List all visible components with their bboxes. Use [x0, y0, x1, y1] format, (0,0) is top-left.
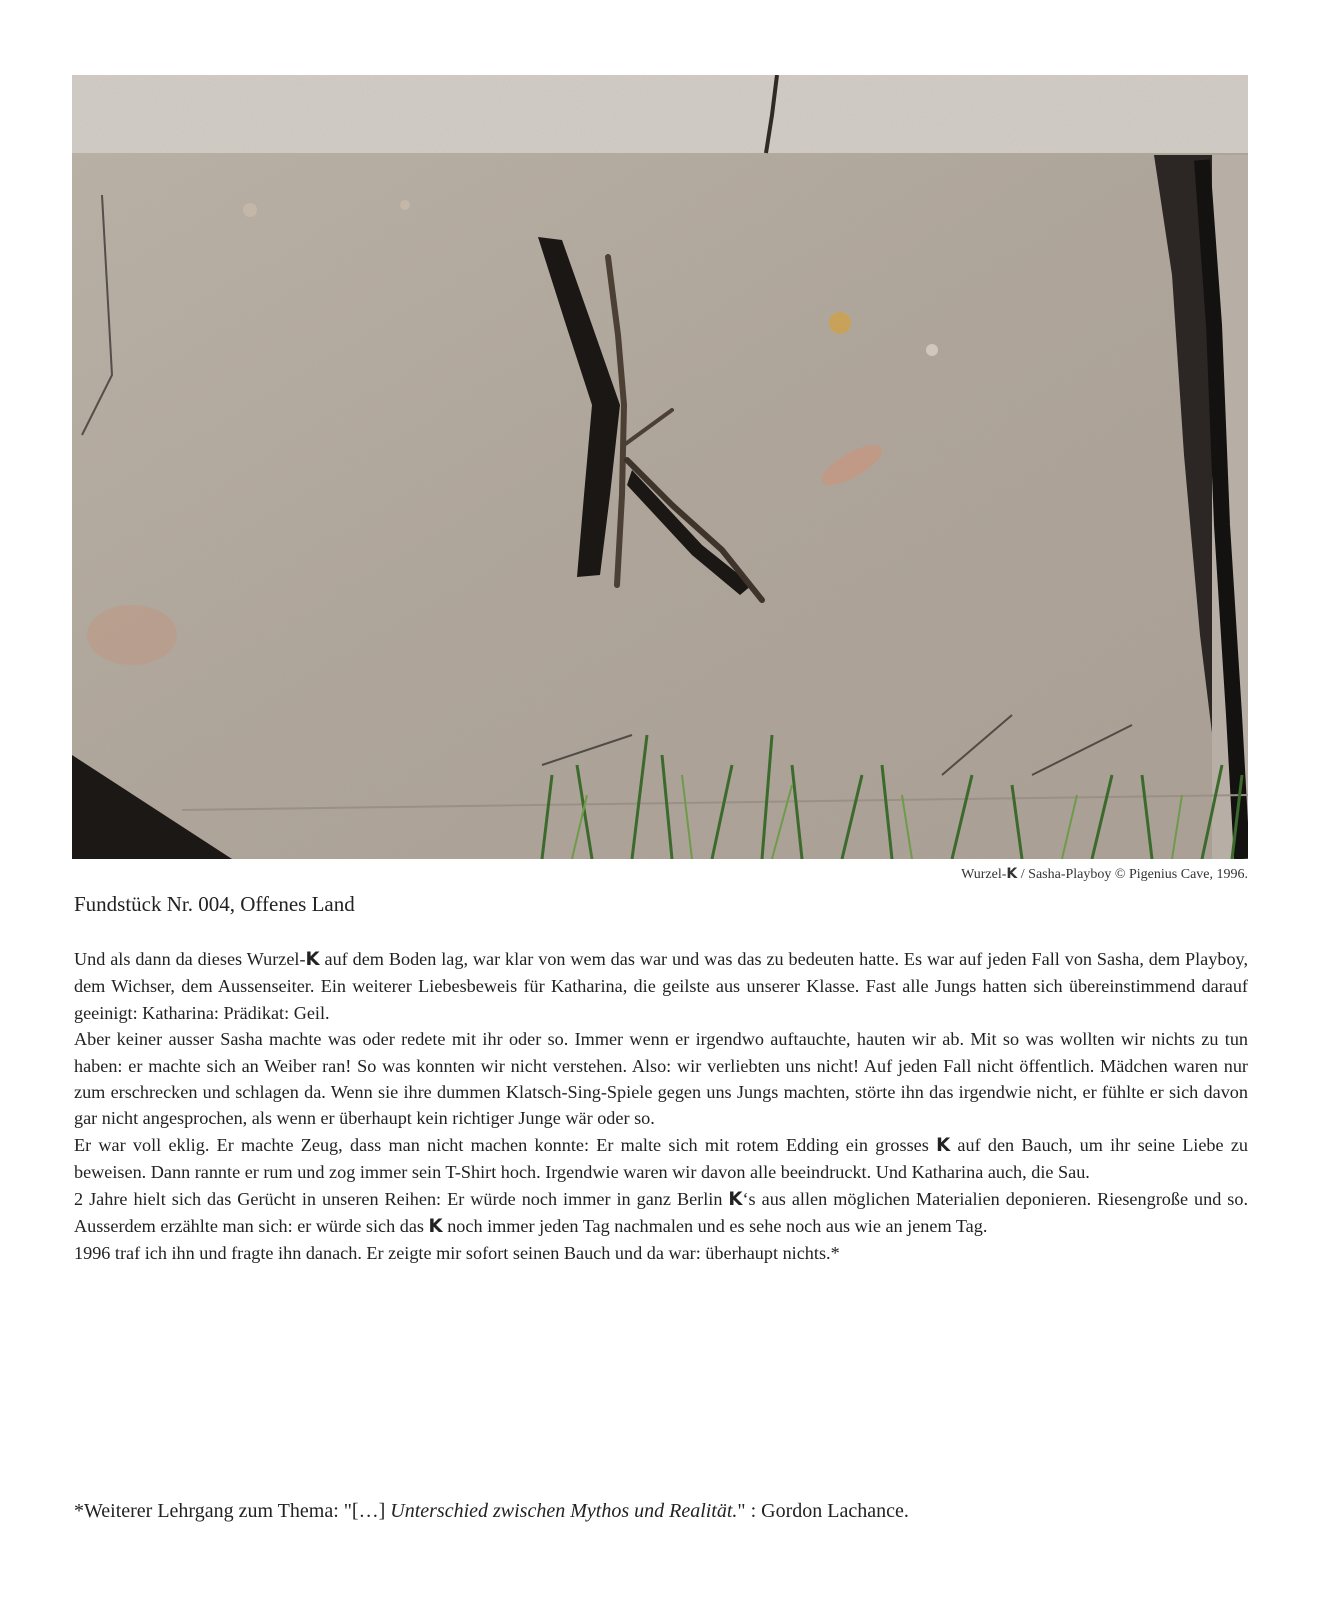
caption-prefix: Wurzel-	[961, 867, 1007, 882]
body-text	[74, 946, 1248, 1267]
paragraph-4	[74, 1186, 1248, 1241]
caption-k: K	[1006, 866, 1018, 882]
p4-text-a: 2 Jahre hielt sich das Gerücht in unseren Reihen: Er würde noch immer in ganz Berlin	[74, 1188, 729, 1209]
p4-k2: K	[428, 1216, 443, 1238]
leaf	[829, 312, 851, 334]
paragraph-2: Aber keiner ausser Sasha machte was oder redete mit ihr oder so. Immer wenn er irgendwo auftauchte, hauten wir ab. Mit so was wollten wir nichts zu tun haben: er machte sich an Weiber ran! So was konnten wir nicht verstehen. Also: wir verliebten uns nicht! Auf jeden Fall nicht öffentlich. Mädchen waren nur zum erschrecken und schlagen da. Wenn sie ihre dummen Klatsch-Sing-Spiele gegen uns Jungs machten, störte ihn das irgendwie nicht, er fühlte er sich davon gar nicht angesprochen, als wenn er überhaupt kein richtiger Junge wär oder so.	[74, 1029, 1248, 1129]
paragraph-5: 1996 traf ich ihn und fragte ihn danach. Er zeigte mir sofort seinen Bauch und da war: überhaupt nichts.*	[74, 1243, 840, 1264]
page-title: Fundstück Nr. 004, Offenes Land	[74, 892, 355, 916]
photo-scene	[72, 75, 1248, 859]
footnote-text-b: " : Gordon Lachance.	[737, 1500, 909, 1522]
photo-wurzel-k	[72, 75, 1248, 859]
photo-caption	[961, 866, 1248, 883]
footnote-text-a: *Weiterer Lehrgang zum Thema: "[…]	[74, 1500, 391, 1522]
p1-text-b: auf dem Boden lag, war klar von wem das war und was das zu bedeuten hatte. Es war auf jeden Fall von Sasha, dem Playboy, dem Wichser, dem Aussenseiter. Ein weiterer Liebesbeweis für Katharina, die geilste aus unserer Klasse. Fast alle Jungs hatten sich übereinstimmend darauf geeinigt: Katharina: Prädikat: Geil.	[74, 949, 1248, 1023]
footnote	[74, 1500, 909, 1523]
paragraph-3	[74, 1132, 1248, 1186]
p1-text-a: Und als dann da dieses Wurzel-	[74, 949, 306, 969]
p1-k: K	[305, 949, 320, 970]
p4-text-b: ‘s aus allen möglichen Materialien deponieren. Riesengroße und so. Ausserdem erzählte man sich: er würde sich das	[74, 1188, 1248, 1237]
p3-text-b: auf den Bauch, um ihr seine Liebe zu beweisen. Dann rannte er rum und zog immer sein T-Shirt hoch. Irgendwie waren wir davon alle beeindruckt. Und Katharina auch, die Sau.	[74, 1134, 1249, 1183]
p3-k: K	[936, 1134, 951, 1156]
footnote-quote: Unterschied zwischen Mythos und Realität.	[390, 1500, 738, 1522]
caption-suffix: / Sasha-Playboy © Pigenius Cave, 1996.	[1017, 867, 1248, 882]
p4-text-c: noch immer jeden Tag nachmalen und es sehe noch aus wie an jenem Tag.	[442, 1216, 988, 1237]
p4-k1: K	[728, 1188, 743, 1210]
p3-text-a: Er war voll eklig. Er machte Zeug, dass man nicht machen konnte: Er malte sich mit rotem Edding ein grosses	[74, 1134, 937, 1155]
paragraph-1	[74, 946, 1248, 1026]
